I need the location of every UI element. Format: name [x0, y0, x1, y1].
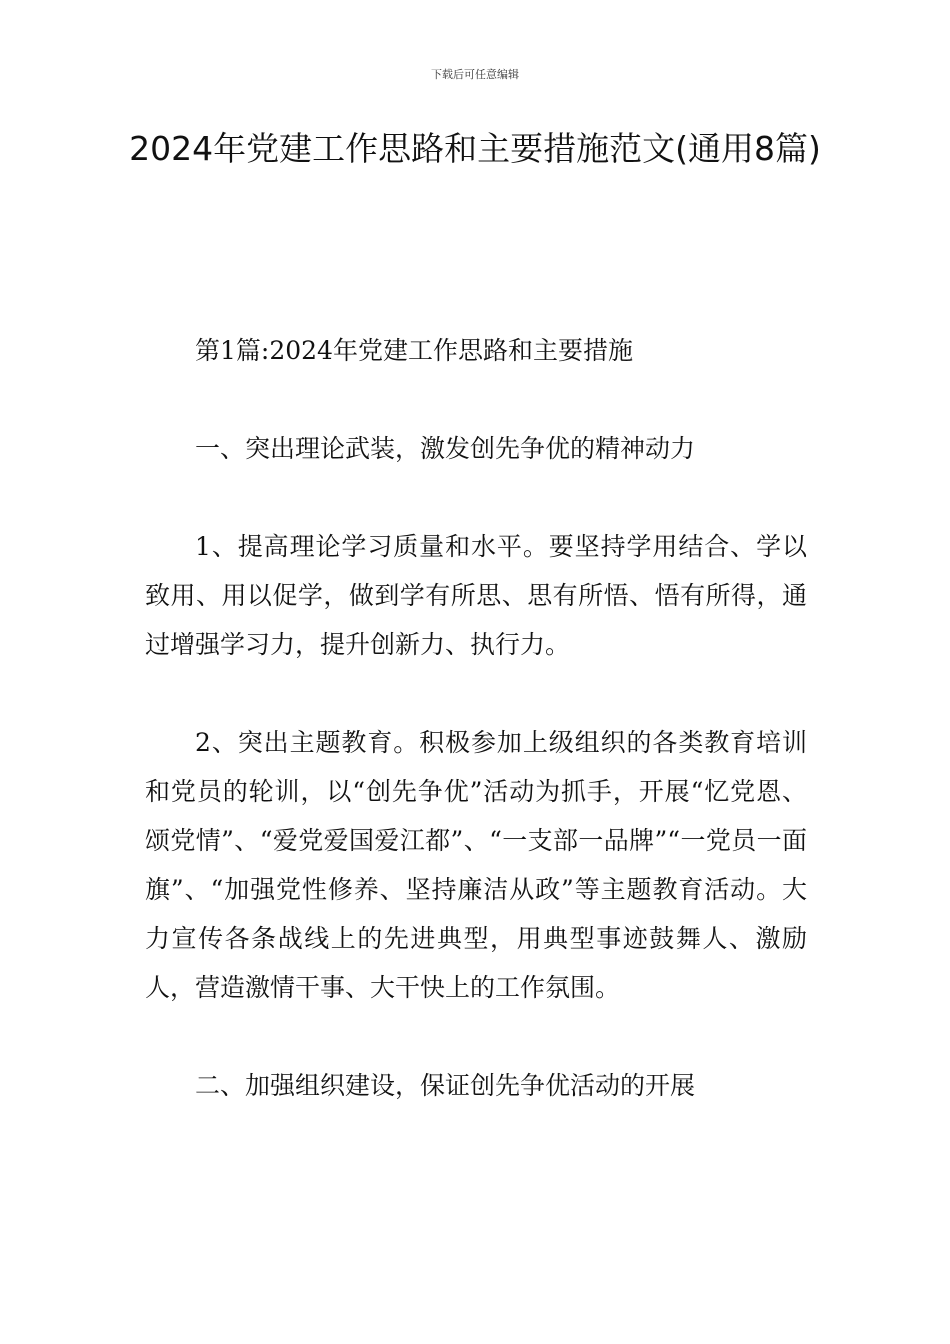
- body-paragraph: 2、突出主题教育。积极参加上级组织的各类教育培训和党员的轮训，以“创先争优”活动为抓手，开展“忆党恩、颂党情”、“爱党爱国爱江都”、“一支部一品牌”“一党员一面旗”、“加强党性修养、坚持廉洁从政”等主题教育活动。大力宣传各条战线上的先进典型，用典型事迹鼓舞人、激励人，营造激情干事、大干快上的工作氛围。: [145, 728, 807, 1002]
- body-paragraph: 1、提高理论学习质量和水平。要坚持学用结合、学以致用、用以促学，做到学有所思、思有所悟、悟有所得，通过增强学习力，提升创新力、执行力。: [145, 532, 807, 659]
- header-note: 下载后可任意编辑: [431, 68, 519, 81]
- section-heading: 第1篇:2024年党建工作思路和主要措施: [195, 336, 633, 365]
- document-body: [145, 326, 807, 1159]
- document-title: 2024年党建工作思路和主要措施范文(通用8篇): [129, 129, 821, 168]
- subsection-heading: 一、突出理论武装，激发创先争优的精神动力: [195, 434, 696, 463]
- subsection-heading: 二、加强组织建设，保证创先争优活动的开展: [195, 1071, 696, 1100]
